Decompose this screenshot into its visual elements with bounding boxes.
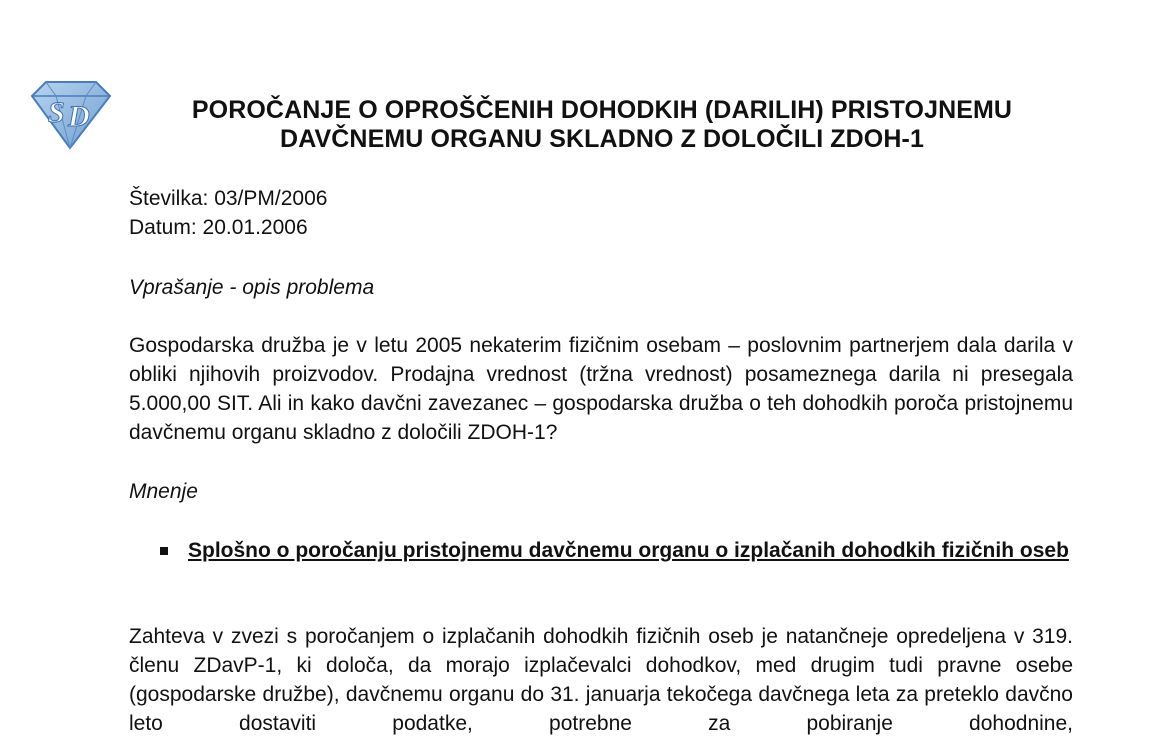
document-date: Datum: 20.01.2006 <box>129 216 308 239</box>
bullet-heading: Splošno o poročanju pristojnemu davčnemu organu o izplačanih dohodkih fizičnih oseb <box>188 539 1069 562</box>
title-line-1: POROČANJE O OPROŠČENIH DOHODKIH (DARILIH) PRISTOJNEMU <box>191 96 1013 124</box>
document-meta <box>129 184 327 242</box>
square-bullet-icon <box>160 547 168 555</box>
opinion-heading: Mnenje <box>129 480 198 503</box>
svg-text:D: D <box>68 100 90 133</box>
diamond-logo-icon <box>26 78 114 150</box>
document-title <box>120 96 1084 154</box>
svg-text:S: S <box>48 96 65 129</box>
title-line-2: DAVČNEMU ORGANU SKLADNO Z DOLOČILI ZDOH-1 <box>280 125 924 153</box>
answer-paragraph: Zahteva v zvezi s poročanjem o izplačanih dohodkih fizičnih oseb je natančneje opredeljena v 319. členu ZDavP-1, ki določa, da morajo izplačevalci dohodkov, med drugim tudi pravne osebe (gospodarske družbe), davčnemu organu do 31. januarja tekočega davčnega leta za preteklo davčno leto dostaviti podatke, potrebne za pobiranje dohodnine, <box>129 625 1073 735</box>
question-paragraph: Gospodarska družba je v letu 2005 nekaterim fizičnim osebam – poslovnim partnerjem dala darila v obliki njihovih proizvodov. Prodajna vrednost (tržna vrednost) posameznega darila ni presegala 5.000,00 SIT. Ali in kako davčni zavezanec – gospodarska družba o teh dohodkih poroča pristojnemu davčnemu organu skladno z določili ZDOH-1? <box>129 334 1073 444</box>
document-number: Številka: 03/PM/2006 <box>129 187 328 210</box>
question-heading: Vprašanje - opis problema <box>129 276 375 299</box>
